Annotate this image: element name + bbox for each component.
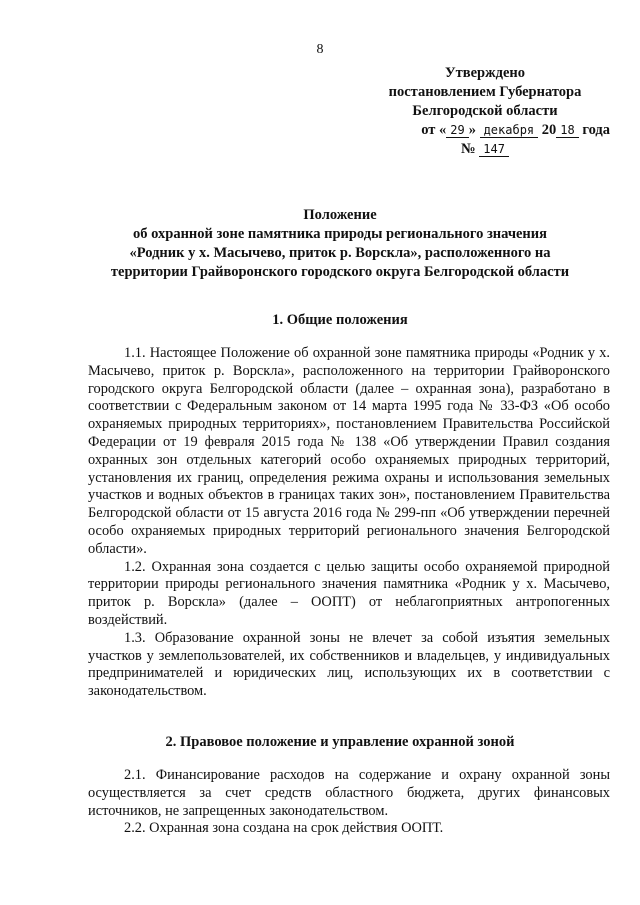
approval-line-3: Белгородской области: [412, 103, 558, 119]
section-1-body: [88, 345, 610, 701]
document-title: [70, 206, 610, 282]
page-number: 8: [316, 42, 324, 57]
approval-stamp: [360, 64, 610, 159]
number-prefix: №: [461, 141, 476, 157]
title-line-2: об охранной зоне памятника природы регионального значения: [133, 226, 547, 242]
section-2-body: [88, 767, 610, 838]
approval-date: [360, 121, 610, 140]
title-line-1: Положение: [303, 207, 377, 223]
paragraph-1-1: 1.1. Настоящее Положение об охранной зоне памятника природы «Родник у х. Масычево, приток р. Ворскла», расположенного на территории Грайворонского городского округа Белгородской области (далее – охранная зона), разработано в соответствии с Федеральным законом от 14 марта 1995 года № 33-ФЗ «Об особо охраняемых природных территориях», постановлением Правительства Российской Федерации от 19 февраля 2015 года № 138 «Об утверждении Правил создания охранных зон отдельных категорий особо охраняемых природных территорий, установления их границ, определения режима охраны и использования земельных участков и водных объектов в границах таких зон», постановлением Правительства Белгородской области от 15 августа 2016 года № 299-пп «Об утверждении перечней особо охраняемых природных территорий регионального значения Белгородской области».: [88, 345, 610, 557]
section-2-heading: 2. Правовое положение и управление охранной зоной: [165, 734, 515, 750]
title-line-3: «Родник у х. Масычево, приток р. Ворскла», расположенного на: [129, 245, 551, 261]
year-prefix: 20: [541, 122, 557, 138]
paragraph-1-3: 1.3. Образование охранной зоны не влечет за собой изъятия земельных участков у землепользователей, их собственников и владельцев, у индивидуальных предпринимателей и юридических лиц, использующих их в соответствии с законодательством.: [88, 629, 610, 700]
date-day: 29: [446, 123, 468, 138]
year-word: года: [582, 122, 610, 138]
date-month: декабря: [480, 123, 539, 138]
date-mid: »: [468, 122, 476, 138]
date-prefix: от «: [421, 122, 447, 138]
paragraph-2-2: 2.2. Охранная зона создана на срок действия ООПТ.: [124, 820, 444, 837]
number-value: 147: [479, 142, 509, 157]
paragraph-2-1: 2.1. Финансирование расходов на содержание и охрану охранной зоны осуществляется за счет средств областного бюджета, других финансовых источников, не запрещенных законодательством.: [88, 767, 610, 819]
approval-line-2: постановлением Губернатора: [388, 84, 582, 100]
title-line-4: территории Грайворонского городского округа Белгородской области: [110, 264, 570, 280]
approval-number: [360, 140, 610, 159]
approval-line-1: Утверждено: [445, 65, 525, 81]
paragraph-1-2: 1.2. Охранная зона создается с целью защиты особо охраняемой природной территории природы регионального значения памятника «Родник у х. Масычево, приток р. Ворскла» (далее – ООПТ) от неблагоприятных антропогенных воздействий.: [88, 558, 610, 628]
year-suffix: 18: [556, 123, 578, 138]
section-1-heading: 1. Общие положения: [272, 312, 408, 328]
